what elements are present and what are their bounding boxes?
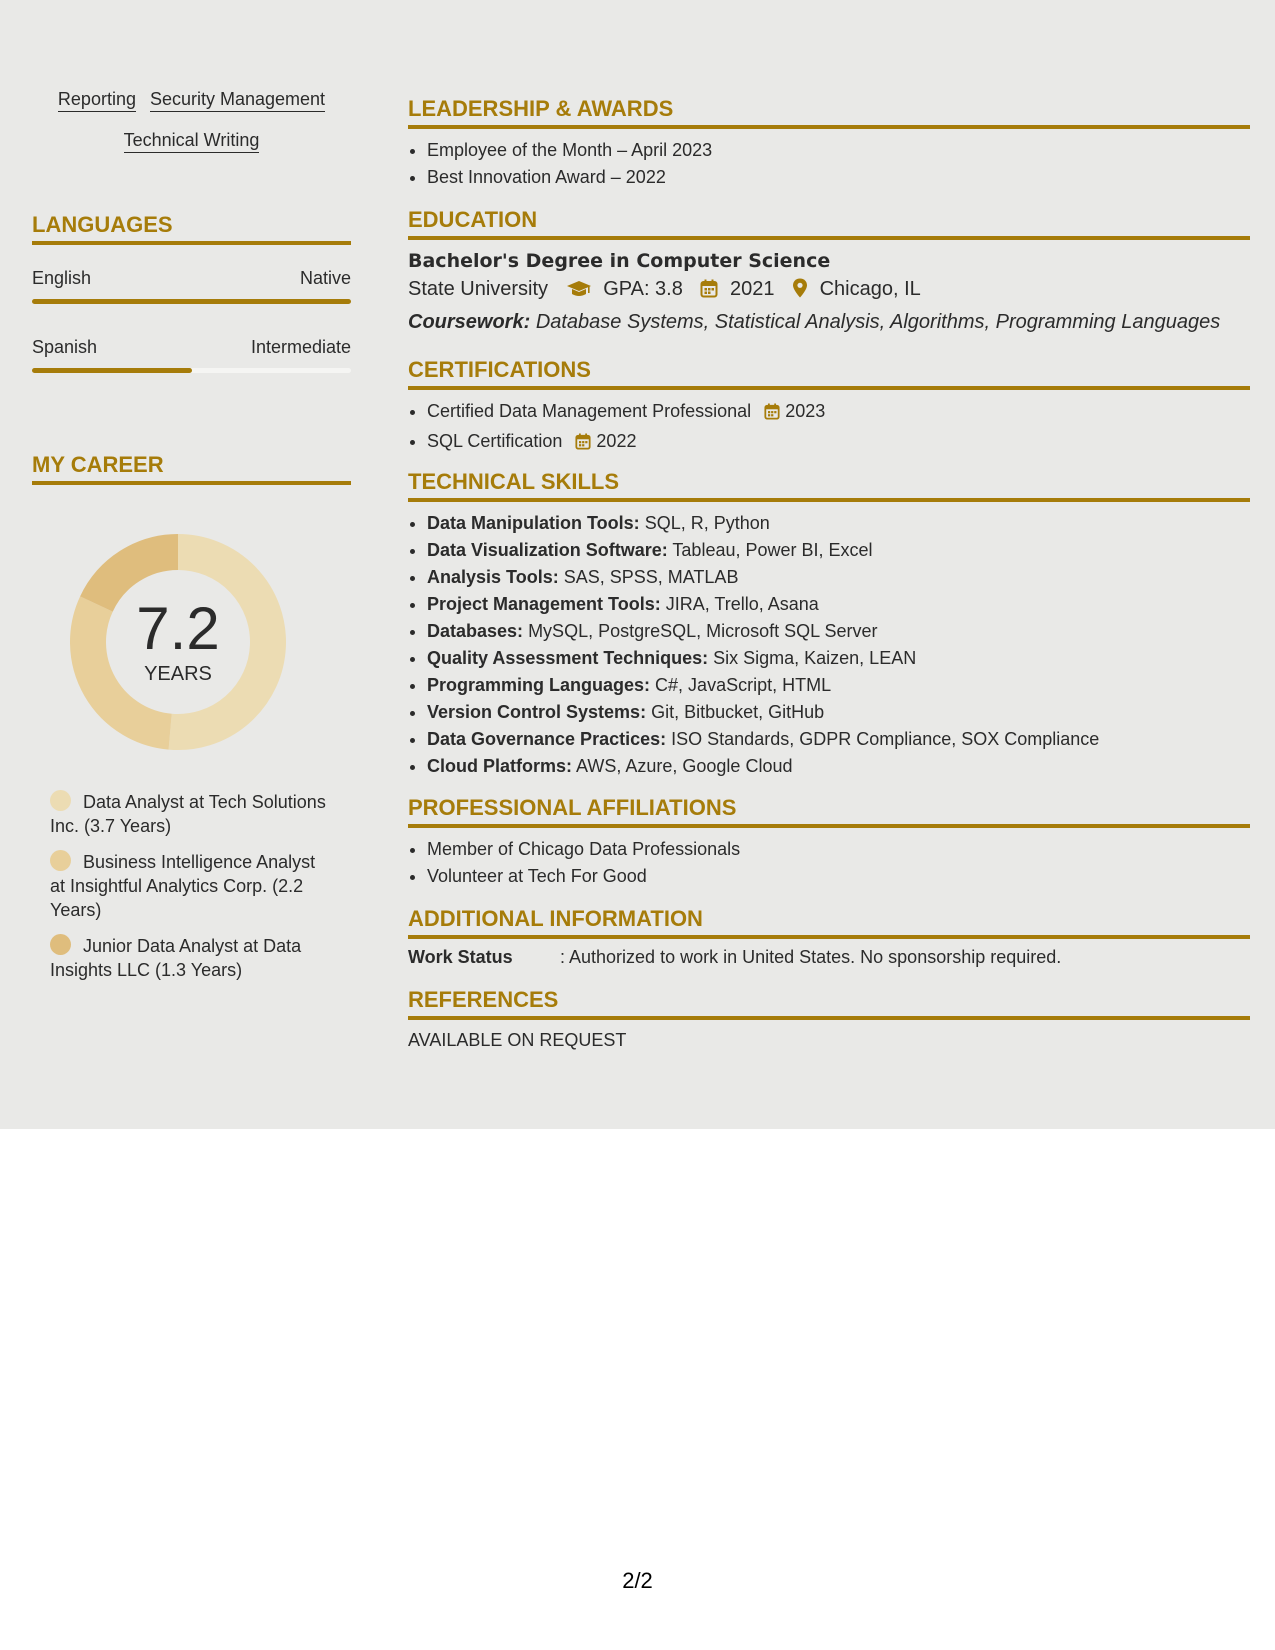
language-row-spanish [32, 337, 351, 358]
list-item [427, 753, 1250, 780]
list-item [427, 672, 1250, 699]
graduation-cap-icon [566, 277, 592, 307]
skill-values: C#, JavaScript, HTML [655, 675, 832, 695]
skill-category: Project Management Tools: [427, 594, 661, 614]
skill-category: Quality Assessment Techniques: [427, 648, 709, 668]
list-item [427, 537, 1250, 564]
page-number: 2/2 [622, 1568, 653, 1593]
calendar-icon [575, 431, 591, 458]
skill-values: MySQL, PostgreSQL, Microsoft SQL Server [528, 621, 878, 641]
technical-skills-list [408, 510, 1250, 780]
career-legend [50, 790, 330, 994]
languages-heading: LANGUAGES [32, 212, 351, 245]
section-heading: EDUCATION [408, 207, 1250, 240]
certifications-list [408, 398, 1250, 458]
skill-category: Analysis Tools: [427, 567, 559, 587]
degree-title: Bachelor's Degree in Computer Science [408, 250, 831, 272]
skill-values: Git, Bitbucket, GitHub [651, 702, 825, 722]
references-text: AVAILABLE ON REQUEST [408, 1030, 627, 1050]
calendar-icon [764, 401, 780, 428]
skill-values: ISO Standards, GDPR Compliance, SOX Compliance [671, 729, 1100, 749]
list-item [427, 645, 1250, 672]
list-item [427, 510, 1250, 537]
affiliations-list [408, 836, 1250, 890]
gpa-value: GPA: 3.8 [603, 278, 683, 300]
section-heading: LEADERSHIP & AWARDS [408, 96, 1250, 129]
coursework [408, 307, 1250, 337]
career-legend-item [50, 790, 330, 838]
education-section [408, 207, 1250, 337]
career-legend-item [50, 850, 330, 922]
school-location: Chicago, IL [819, 278, 921, 300]
skill-values: JIRA, Trello, Asana [665, 594, 819, 614]
career-total-years: 7.2 [136, 595, 220, 662]
list-item [427, 564, 1250, 591]
career-role-label: Junior Data Analyst at Data Insights LLC (1.3 Years) [50, 936, 302, 980]
coursework-list: Database Systems, Statistical Analysis, Algorithms, Programming Languages [535, 311, 1221, 333]
affiliations-section [408, 795, 1250, 890]
skill-tag: Technical Writing [124, 129, 260, 153]
skill-category: Data Governance Practices: [427, 729, 667, 749]
skill-values: SQL, R, Python [644, 513, 770, 533]
list-item: • Member of Chicago Data Professionals [427, 836, 1250, 863]
skill-category: Version Control Systems: [427, 702, 647, 722]
skill-values: SAS, SPSS, MATLAB [563, 567, 739, 587]
career-legend-item [50, 934, 330, 982]
language-level: Native [299, 268, 351, 288]
skill-values: AWS, Azure, Google Cloud [576, 756, 793, 776]
legend-dot [50, 790, 71, 811]
education-meta [408, 274, 1250, 307]
work-status-label: Work Status [408, 947, 513, 967]
skill-category: Databases: [427, 621, 524, 641]
career-donut-chart [65, 529, 291, 755]
section-heading: ADDITIONAL INFORMATION [408, 906, 1250, 939]
skill-values: Six Sigma, Kaizen, LEAN [713, 648, 917, 668]
graduation-year: 2021 [729, 278, 775, 300]
section-heading: REFERENCES [408, 987, 1250, 1020]
language-bar-spanish [32, 368, 351, 373]
location-pin-icon [792, 277, 808, 307]
certification-year: 2022 [596, 431, 637, 451]
language-name: English [32, 268, 92, 288]
list-item [427, 591, 1250, 618]
list-item: • Volunteer at Tech For Good [427, 863, 1250, 890]
skill-category: Data Manipulation Tools: [427, 513, 640, 533]
career-role-label: Data Analyst at Tech Solutions Inc. (3.7 Years) [50, 792, 326, 836]
skill-tags [32, 88, 351, 170]
language-row-english [32, 268, 351, 289]
certification-year: 2023 [785, 401, 826, 421]
list-item [427, 428, 1250, 458]
leadership-section [408, 96, 1250, 191]
language-bar-fill [32, 368, 192, 373]
language-bar-fill [32, 299, 351, 304]
section-heading: PROFESSIONAL AFFILIATIONS [408, 795, 1250, 828]
section-heading: CERTIFICATIONS [408, 357, 1250, 390]
language-level: Intermediate [250, 337, 351, 357]
additional-info-section [408, 906, 1250, 968]
list-item [427, 618, 1250, 645]
list-item [427, 699, 1250, 726]
certification-name: Certified Data Management Professional [427, 401, 752, 421]
work-status-value: : Authorized to work in United States. No sponsorship required. [560, 947, 1062, 967]
language-bar-english [32, 299, 351, 304]
certifications-section [408, 357, 1250, 458]
school-name: State University [408, 278, 549, 300]
skill-category: Data Visualization Software: [427, 540, 668, 560]
career-role-label: Business Intelligence Analyst at Insightful Analytics Corp. (2.2 Years) [50, 852, 316, 920]
legend-dot [50, 850, 71, 871]
career-years-label: YEARS [144, 663, 212, 685]
list-item [427, 398, 1250, 428]
language-name: Spanish [32, 337, 98, 357]
technical-skills-section [408, 469, 1250, 780]
skill-tag: Reporting [58, 88, 136, 112]
career-heading: MY CAREER [32, 452, 351, 485]
leadership-list [408, 137, 1250, 191]
skill-values: Tableau, Power BI, Excel [672, 540, 873, 560]
skill-category: Cloud Platforms: [427, 756, 573, 776]
coursework-label: Coursework: [408, 311, 531, 333]
calendar-icon [700, 277, 718, 307]
list-item: • Best Innovation Award – 2022 [427, 164, 1250, 191]
skill-category: Programming Languages: [427, 675, 651, 695]
work-status [408, 947, 1250, 968]
references-section [408, 987, 1250, 1051]
list-item [427, 726, 1250, 753]
section-heading: TECHNICAL SKILLS [408, 469, 1250, 502]
skill-tag: Security Management [150, 88, 325, 112]
certification-name: SQL Certification [427, 431, 563, 451]
list-item: • Employee of the Month – April 2023 [427, 137, 1250, 164]
legend-dot [50, 934, 71, 955]
